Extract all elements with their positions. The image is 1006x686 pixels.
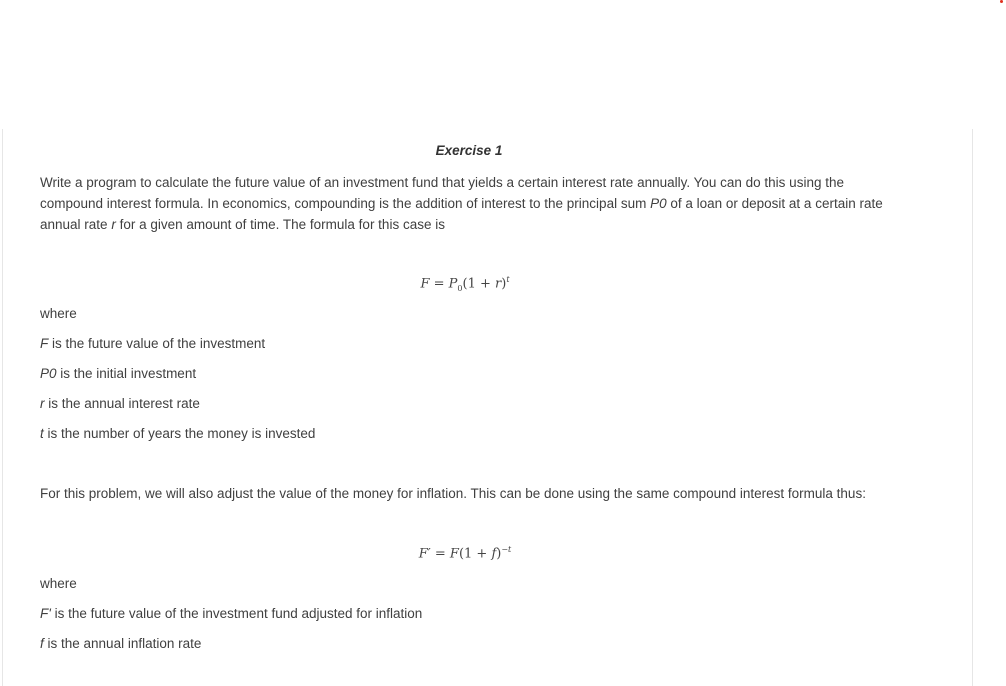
definition-text: is the annual inflation rate (43, 636, 202, 651)
formula2-f: F (449, 546, 459, 562)
formula1-p: P (448, 276, 458, 292)
definition-p0 (40, 365, 196, 383)
intro-text-3: for a given amount of time. The formula for this case is (115, 217, 445, 232)
definition-var: F (40, 336, 49, 351)
formula1-exp: t (506, 275, 510, 284)
inflation-formula (0, 545, 930, 561)
definition-text: is the annual interest rate (44, 396, 200, 411)
definition-var: r (40, 396, 45, 411)
corner-dot (1000, 0, 1003, 3)
definition-f-inflation (40, 635, 201, 653)
formula1-p-sub: 0 (457, 283, 463, 293)
formula2-paren-close: ) (496, 546, 502, 562)
definition-text: is the number of years the money is invested (43, 426, 316, 441)
definition-text: is the future value of the investment (48, 336, 266, 351)
intro-text-1: Write a program to calculate the future value of an investment fund that yields a certain interest rate annually. You can do this using the compound interest formula. In economics, compounding is the addition of interest to the principal sum (40, 175, 844, 211)
intro-var-p0: P0 (650, 196, 667, 211)
definition-var: P0 (40, 366, 57, 381)
definition-r (40, 395, 200, 413)
formula2-fvar: f (491, 546, 497, 562)
formula2-eq: = (430, 546, 450, 562)
definition-f-prime (40, 605, 422, 623)
exercise-title: Exercise 1 (435, 143, 503, 158)
definition-text: is the initial investment (56, 366, 197, 381)
where-label-2: where (40, 576, 77, 591)
formula2-lhs: F′ (418, 546, 431, 562)
where-label-1: where (40, 306, 77, 321)
formula1-paren-close: ) (501, 276, 507, 292)
intro-text-2: of a loan or deposit at a certain rate annual rate (40, 196, 883, 232)
definition-var: F' (40, 606, 51, 621)
formula1-eq: = (429, 276, 449, 292)
formula2-paren-open: (1 + (458, 546, 492, 562)
intro-var-r: r (111, 217, 116, 232)
definition-var: f (40, 636, 44, 651)
formula1-lhs: F (420, 276, 430, 292)
definition-f (40, 335, 265, 353)
definition-var: t (40, 426, 44, 441)
definition-text: is the future value of the investment fund adjusted for inflation (50, 606, 423, 621)
inflation-paragraph: For this problem, we will also adjust the value of the money for inflation. This can be done using the same compound interest formula thus: (40, 486, 866, 501)
formula1-r: r (495, 276, 502, 292)
formula1-paren-open: (1 + (462, 276, 496, 292)
definition-t (40, 425, 315, 443)
formula2-exp: −t (501, 545, 512, 554)
compound-interest-formula (0, 275, 930, 293)
intro-paragraph (40, 172, 910, 235)
